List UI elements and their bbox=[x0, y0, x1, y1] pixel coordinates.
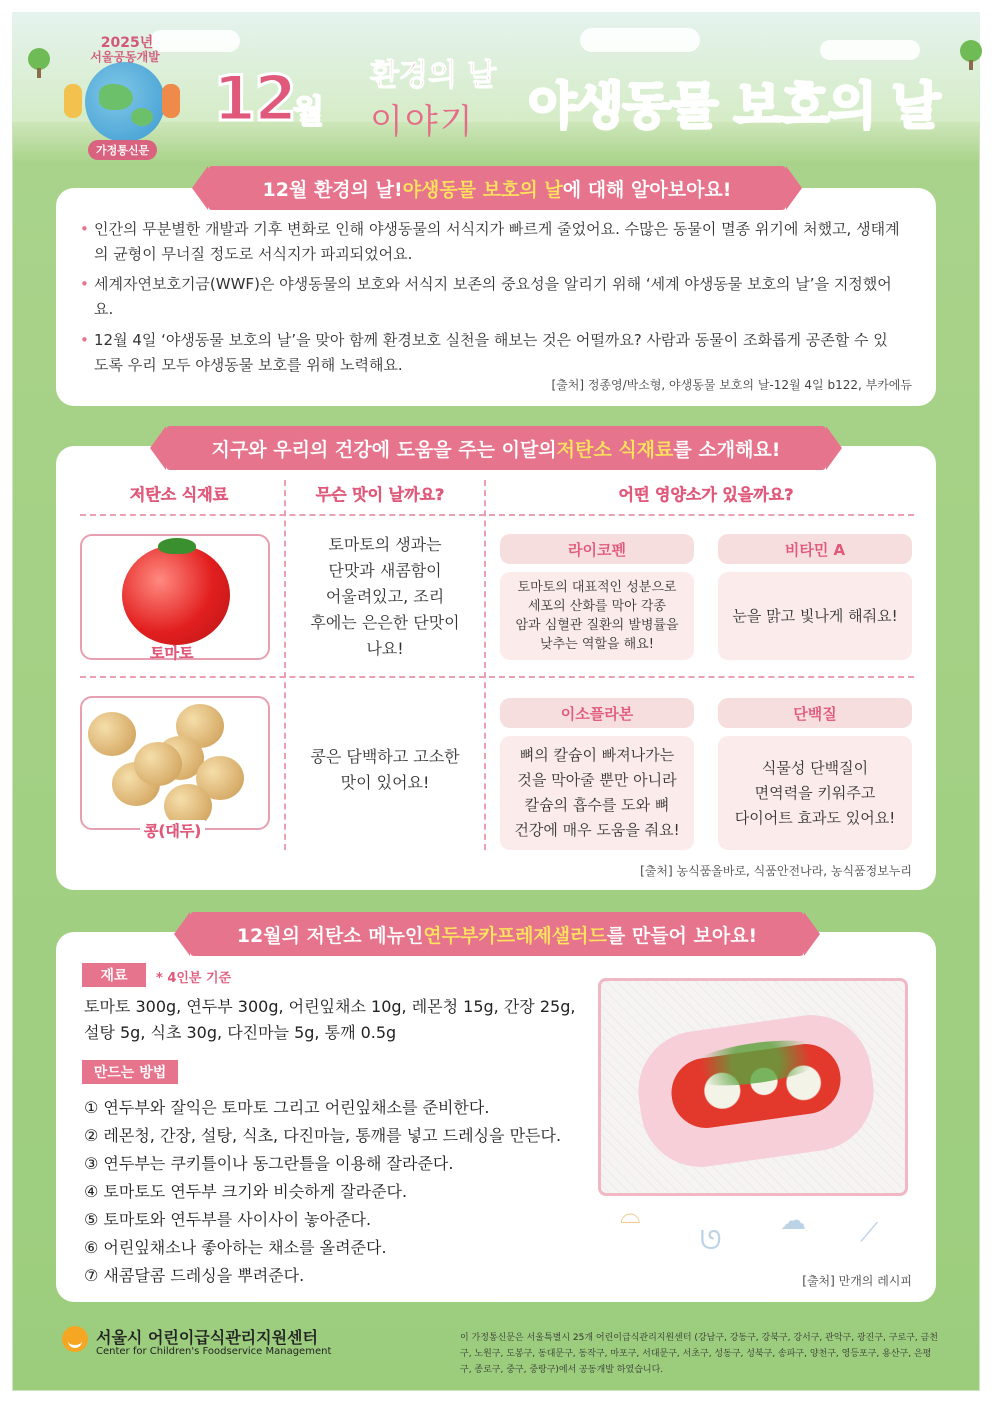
divider bbox=[80, 676, 914, 678]
ingredients-tag: 재료 bbox=[82, 963, 146, 987]
divider bbox=[284, 480, 286, 850]
recipe-step: ② 레몬청, 간장, 설탕, 식초, 다진마늘, 통깨를 넣고 드레싱을 만든다. bbox=[84, 1126, 562, 1145]
col-head-nutrient: 어떤 영양소가 있을까요? bbox=[618, 485, 794, 504]
servings-note: * 4인분 기준 bbox=[156, 971, 232, 986]
recipe-source: [출처] 만개의 레시피 bbox=[802, 1274, 912, 1288]
cloud-decoration bbox=[580, 28, 700, 52]
nutrient-title: 이소플라본 bbox=[500, 698, 694, 728]
footer-note: 이 가정통신문은 서울특별시 25개 어린이급식관리지원센터 (강남구, 강동구, 강북구, 강서구, 관악구, 광진구, 구로구, 금천구, 노원구, 도봉구, 동대문구, 동작구, 마포구, 서대문구, 서초구, 성동구, 성북구, 송파구, 양천구, 영등포구, 용산구, 은평구, 종로구, 중구, 중랑구)에서 공동개발 하였습니다. bbox=[460, 1333, 938, 1375]
bean-icon bbox=[134, 742, 182, 786]
recipe-step: ⑤ 토마토와 연두부를 사이사이 놓아준다. bbox=[84, 1210, 372, 1229]
tomato-icon bbox=[122, 545, 230, 645]
ribbon-text: 에 대해 알아보아요! bbox=[562, 178, 732, 201]
bean-icon bbox=[88, 712, 136, 756]
ribbon-highlight: 저탄소 식재료 bbox=[556, 438, 674, 461]
environment-day-label: 환경의 날 bbox=[370, 58, 497, 93]
ingredient-ribbon bbox=[166, 426, 826, 470]
divider bbox=[484, 480, 486, 850]
taste-text: 토마토의 생과는 단맛과 새콤함이 어울려있고, 조리 후에는 은은한 단맛이 나요! bbox=[310, 535, 460, 658]
nutrient-desc: 식물성 단백질이 면역력을 키워주고 다이어트 효과도 있어요! bbox=[718, 736, 912, 850]
divider bbox=[80, 514, 914, 516]
tree-decoration bbox=[960, 40, 982, 62]
month-word: 월 bbox=[293, 92, 324, 130]
bullet-dot-icon: • bbox=[80, 275, 89, 293]
org-name: 서울시 어린이급식관리지원센터 bbox=[96, 1328, 318, 1347]
ribbon-text: 를 소개해요! bbox=[673, 438, 781, 461]
ribbon-text: 12월의 저탄소 메뉴인 bbox=[236, 924, 424, 947]
logo-joint-label: 서울공동개발 bbox=[90, 50, 160, 64]
globe-logo-icon bbox=[85, 62, 165, 142]
intro-source: [출처] 정종영/박소형, 야생동물 보호의 날-12월 4일 b122, 부카에듀 bbox=[551, 378, 912, 392]
method-tag: 만드는 방법 bbox=[82, 1060, 178, 1084]
ingredient-name: 콩(대두) bbox=[140, 820, 205, 841]
spatula-icon: ⟋ bbox=[860, 1218, 879, 1248]
intro-bullet bbox=[80, 272, 900, 322]
newsletter-badge: 가정통신문 bbox=[88, 140, 157, 160]
page-title: 야생동물 보호의 날 bbox=[528, 77, 940, 135]
intro-bullet bbox=[80, 217, 900, 267]
bullet-text: 인간의 무분별한 개발과 기후 변화로 인해 야생동물의 서식지가 빠르게 줄었어요. 수많은 동물이 멸종 위기에 처했고, 생태계의 균형이 무너질 정도로 서식지가 파괴되었어요. bbox=[94, 220, 900, 263]
intro-bullet bbox=[80, 328, 900, 378]
ladle-icon: ᘎ bbox=[700, 1226, 722, 1256]
col-head-taste: 무슨 맛이 날까요? bbox=[315, 485, 445, 504]
bullet-dot-icon: • bbox=[80, 220, 89, 238]
recipe-ribbon bbox=[190, 912, 804, 956]
cloche-icon: ⌓ bbox=[620, 1200, 641, 1230]
bullet-dot-icon: • bbox=[80, 331, 89, 349]
taste-text: 콩은 담백하고 고소한 맛이 있어요! bbox=[310, 747, 460, 792]
ribbon-highlight: 야생동물 보호의 날 bbox=[402, 178, 563, 201]
bullet-text: 세계자연보호기금(WWF)은 야생동물의 보호와 서식지 보존의 중요성을 알리기 위해 ‘세계 야생동물 보호의 날’을 지정했어요. bbox=[94, 275, 892, 318]
ingredient-name: 토마토 bbox=[150, 644, 194, 662]
child-right-icon bbox=[162, 84, 180, 118]
ribbon-text: 를 만들어 보아요! bbox=[606, 924, 758, 947]
story-label: 이야기 bbox=[370, 102, 475, 142]
month-number: 12 bbox=[213, 62, 296, 135]
nutrient-desc: 뼈의 칼슘이 빠져나가는 것을 막아줄 뿐만 아니라 칼슘의 흡수를 도와 뼈 건강에 매우 도움을 줘요! bbox=[500, 736, 694, 850]
smile-logo-icon bbox=[62, 1326, 88, 1352]
recipe-step: ⑦ 새콤달콤 드레싱을 뿌려준다. bbox=[84, 1266, 305, 1285]
recipe-step: ① 연두부와 잘익은 토마토 그리고 어린잎채소를 준비한다. bbox=[84, 1098, 490, 1117]
salad-photo bbox=[598, 978, 908, 1196]
recipe-step: ⑥ 어린잎채소나 좋아하는 채소를 올려준다. bbox=[84, 1238, 387, 1257]
nutrient-desc: 토마토의 대표적인 성분으로 세포의 산화를 막아 각종 암과 심혈관 질환의 발병률을 낮추는 역할을 해요! bbox=[500, 572, 694, 660]
ingredient-source: [출처] 농식품올바로, 식품안전나라, 농식품정보누리 bbox=[640, 864, 912, 878]
logo-year: 2025년 bbox=[100, 35, 154, 51]
ribbon-highlight: 연두부카프레제샐러드 bbox=[423, 924, 607, 947]
ribbon-text: 지구와 우리의 건강에 도움을 주는 이달의 bbox=[211, 438, 557, 461]
intro-ribbon bbox=[208, 166, 786, 210]
bullet-text: 12월 4일 ‘야생동물 보호의 날’을 맞아 함께 환경보호 실천을 해보는 것은 어떨까요? 사람과 동물이 조화롭게 공존할 수 있도록 우리 모두 야생동물 보호를 위해 노력해요. bbox=[94, 331, 888, 374]
ribbon-text: 12월 환경의 날! bbox=[262, 178, 403, 201]
child-left-icon bbox=[64, 84, 82, 118]
cloud-decoration bbox=[820, 40, 920, 60]
chef-hat-icon: ☁ bbox=[780, 1206, 806, 1236]
nutrient-desc: 눈을 맑고 빛나게 해줘요! bbox=[718, 572, 912, 660]
recipe-step: ③ 연두부는 쿠키틀이나 동그란틀을 이용해 잘라준다. bbox=[84, 1154, 454, 1173]
nutrient-title: 라이코펜 bbox=[500, 534, 694, 564]
ingredients-list: 토마토 300g, 연두부 300g, 어린잎채소 10g, 레몬청 15g, 간장 25g, 설탕 5g, 식초 30g, 다진마늘 5g, 통깨 0.5g bbox=[84, 997, 576, 1042]
col-head-ingredient: 저탄소 식재료 bbox=[129, 485, 229, 504]
tomato-stem-icon bbox=[158, 538, 196, 554]
nutrient-title: 비타민 A bbox=[718, 534, 912, 564]
tree-decoration bbox=[28, 48, 50, 70]
nutrient-title: 단백질 bbox=[718, 698, 912, 728]
recipe-step: ④ 토마토도 연두부 크기와 비슷하게 잘라준다. bbox=[84, 1182, 408, 1201]
org-name-english: Center for Children's Foodservice Management bbox=[96, 1346, 332, 1357]
